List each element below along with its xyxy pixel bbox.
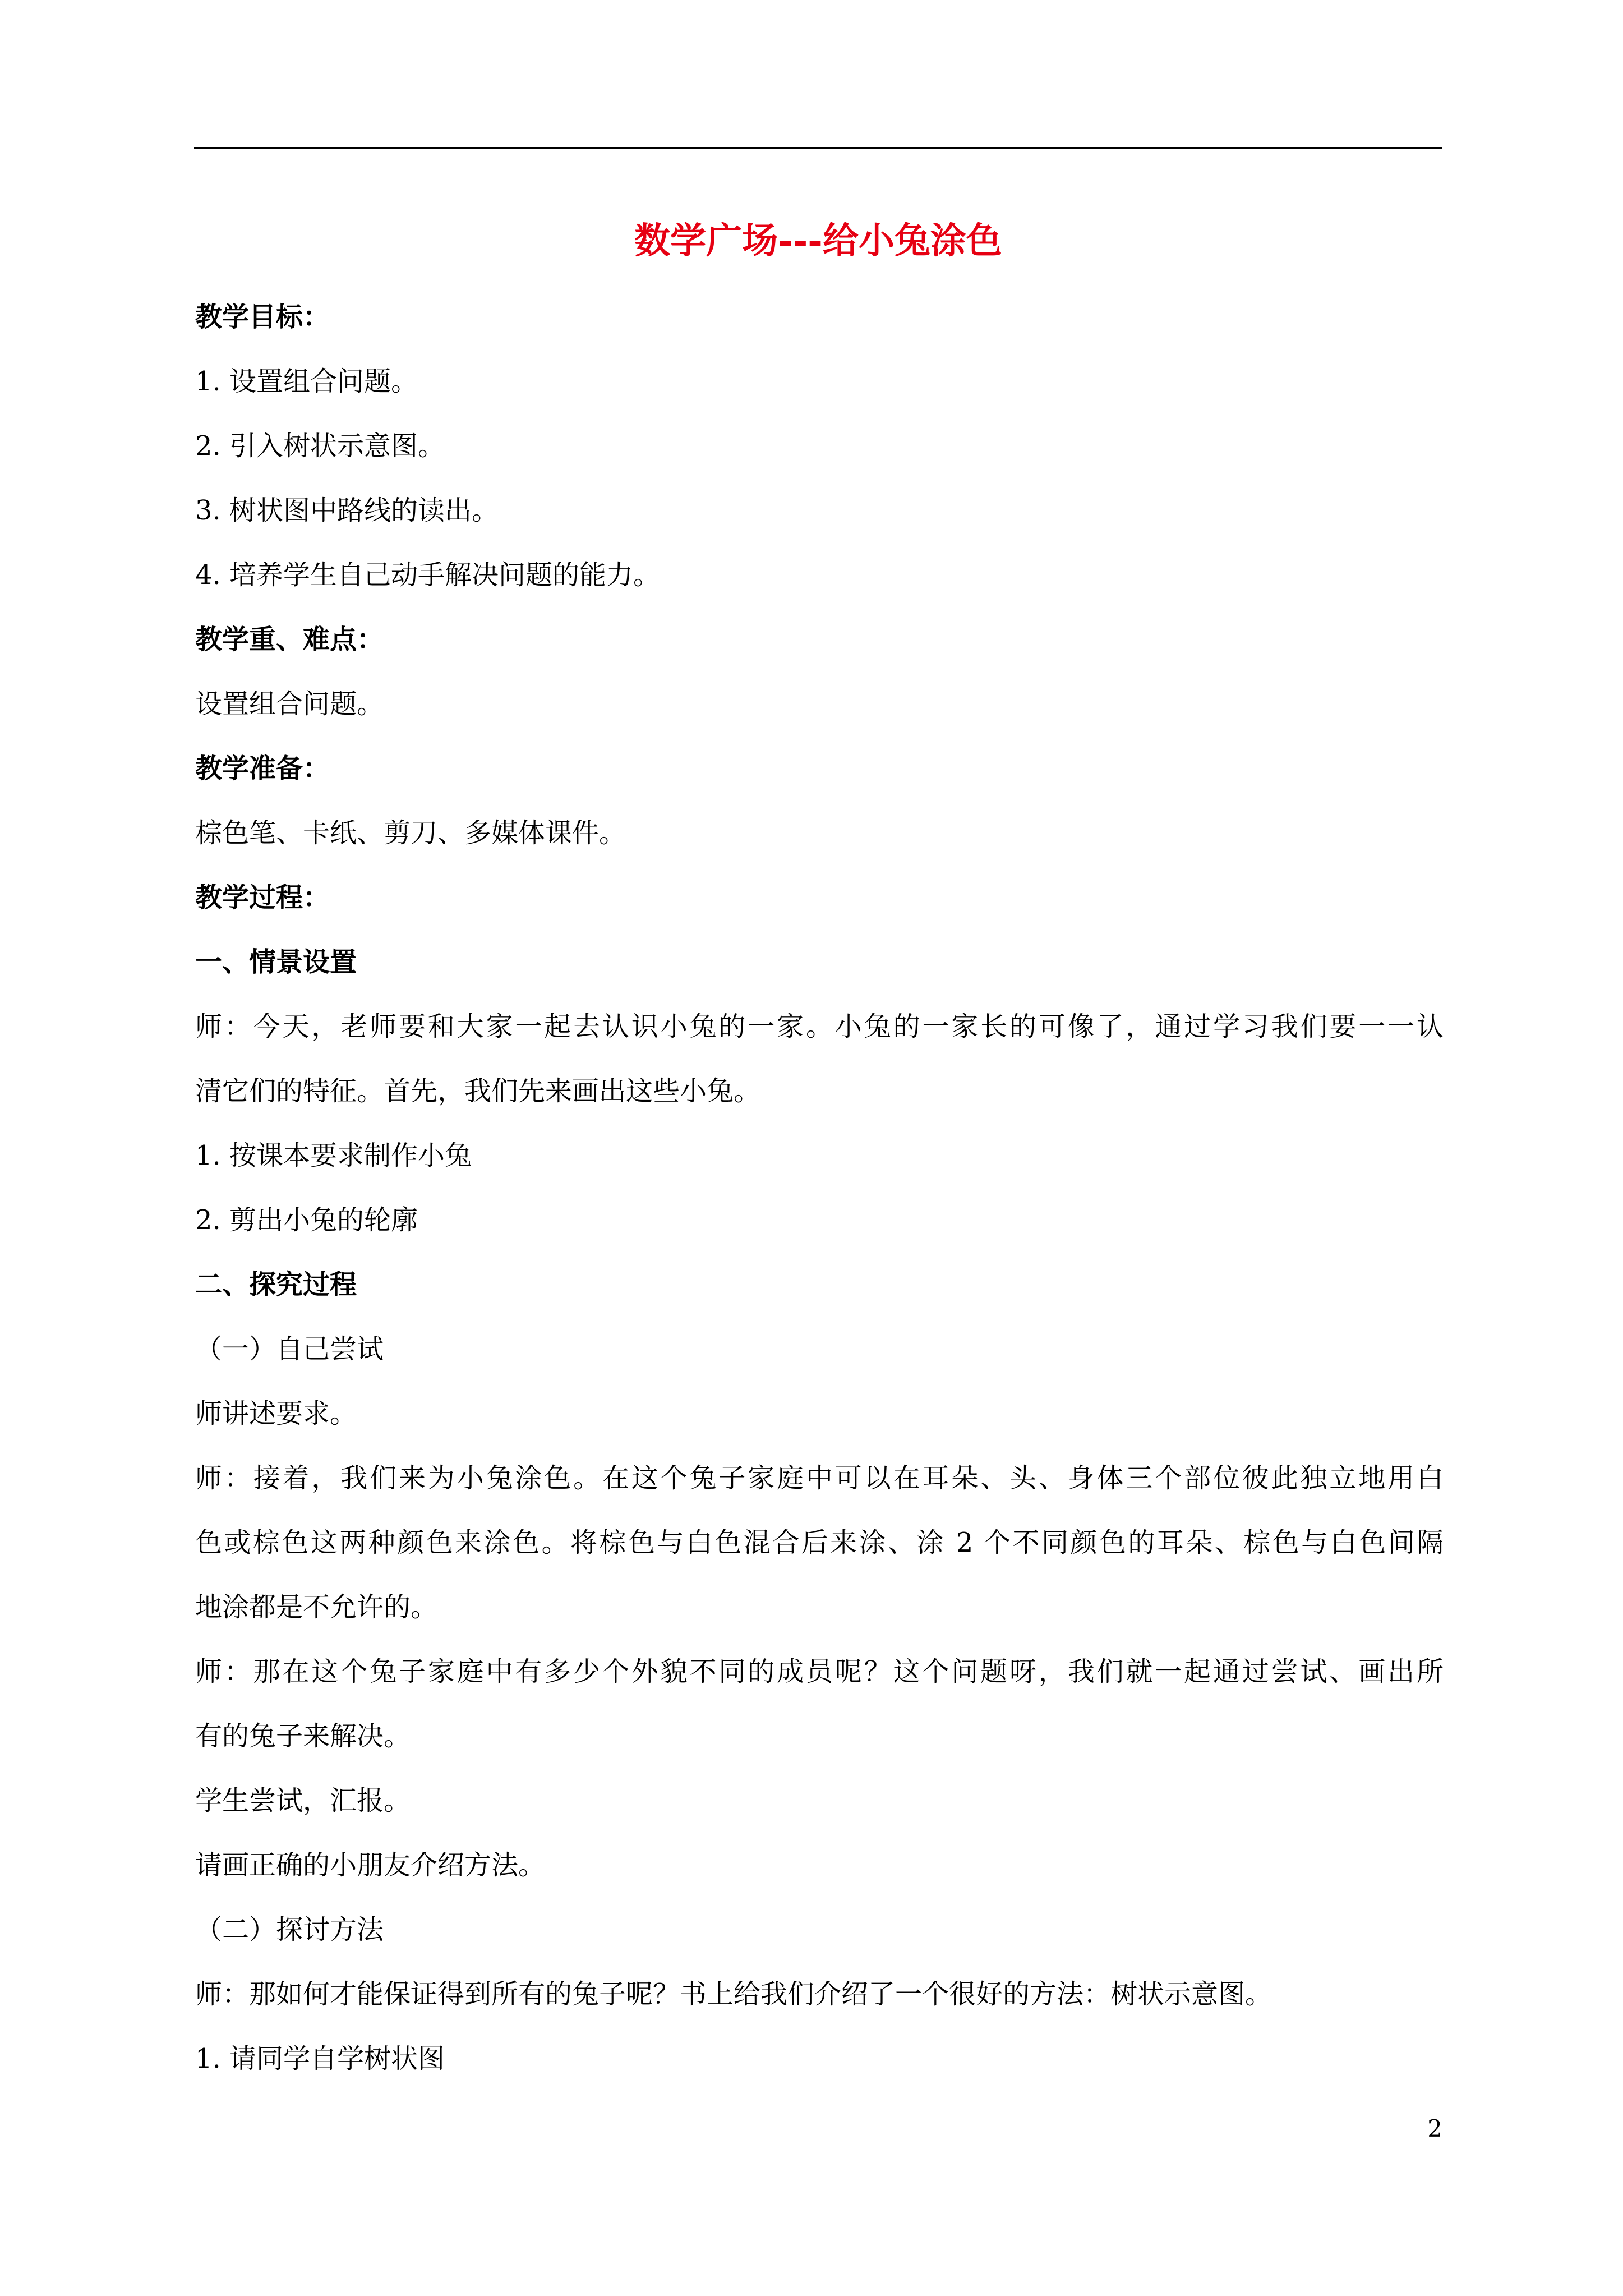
paragraph-line: 地涂都是不允许的。 (195, 1591, 438, 1623)
list-item: 1. 按课本要求制作小兔 (195, 1140, 472, 1171)
goal-item-2: 2. 引入树状示意图。 (195, 430, 445, 462)
paragraph-line: 师：今天，老师要和大家一起去认识小兔的一家。小兔的一家长的可像了，通过学习我们要一一认 (195, 1011, 1444, 1042)
key-points-text: 设置组合问题。 (195, 688, 384, 720)
paragraph-line: 请画正确的小朋友介绍方法。 (195, 1849, 546, 1881)
heading-teaching-process: 教学过程： (195, 882, 330, 913)
section-heading-2: 二、探究过程 (195, 1269, 357, 1300)
paragraph-line: 学生尝试，汇报。 (195, 1785, 411, 1816)
paragraph-line: 色或棕色这两种颜色来涂色。将棕色与白色混合后来涂、涂 2 个不同颜色的耳朵、棕色与白色间隔 (195, 1527, 1444, 1558)
paragraph-line: 清它们的特征。首先，我们先来画出这些小兔。 (195, 1075, 761, 1107)
heading-teaching-goals: 教学目标： (195, 301, 330, 333)
paragraph-line: 师：接着，我们来为小兔涂色。在这个兔子家庭中可以在耳朵、头、身体三个部位彼此独立地用白 (195, 1462, 1444, 1494)
list-item: 1. 请同学自学树状图 (195, 2043, 445, 2074)
header-rule (194, 147, 1442, 149)
paragraph-line: 师：那如何才能保证得到所有的兔子呢？书上给我们介绍了一个很好的方法：树状示意图。 (195, 1978, 1272, 2010)
list-item: 2. 剪出小兔的轮廓 (195, 1204, 418, 1236)
paragraph-line: 师：那在这个兔子家庭中有多少个外貌不同的成员呢？这个问题呀，我们就一起通过尝试、画出所 (195, 1656, 1444, 1687)
paragraph-line: 师讲述要求。 (195, 1398, 357, 1429)
goal-item-3: 3. 树状图中路线的读出。 (195, 495, 499, 526)
page-number: 2 (1427, 2115, 1442, 2142)
document-title: 数学广场---给小兔涂色 (634, 220, 1002, 262)
heading-preparation: 教学准备： (195, 753, 330, 784)
subsection-heading-2: （二）探讨方法 (195, 1914, 384, 1945)
heading-key-points: 教学重、难点： (195, 624, 384, 655)
subsection-heading-1: （一）自己尝试 (195, 1333, 384, 1365)
preparation-text: 棕色笔、卡纸、剪刀、多媒体课件。 (195, 817, 626, 849)
goal-item-4: 4. 培养学生自己动手解决问题的能力。 (195, 559, 661, 591)
paragraph-line: 有的兔子来解决。 (195, 1720, 411, 1752)
section-heading-1: 一、情景设置 (195, 946, 357, 978)
goal-item-1: 1. 设置组合问题。 (195, 366, 418, 397)
